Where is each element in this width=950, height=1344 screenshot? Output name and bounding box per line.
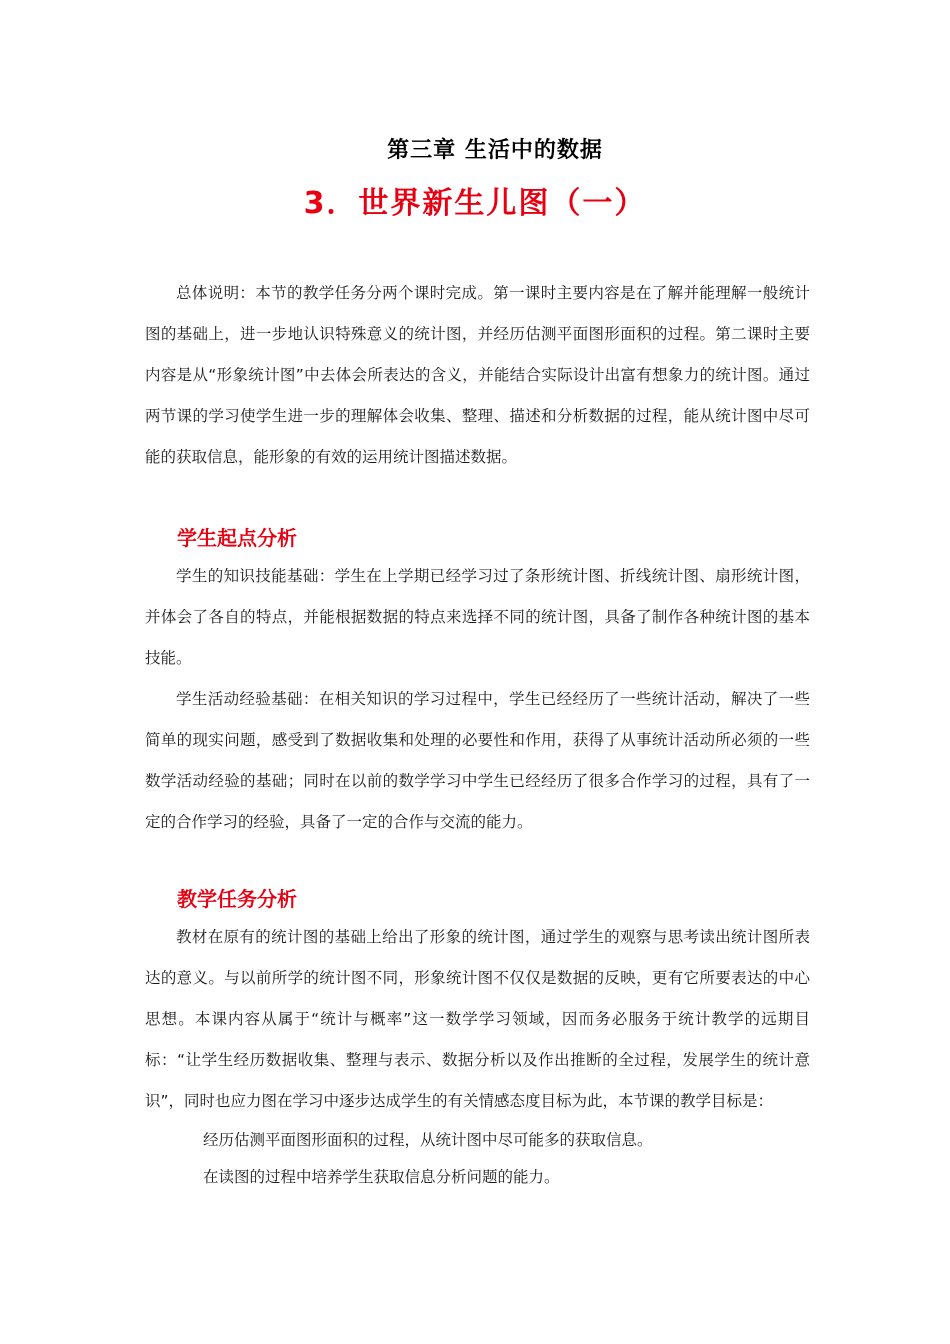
section-heading-student-analysis: 学生起点分析	[177, 526, 297, 550]
section-heading-task-analysis: 教学任务分析	[177, 887, 297, 911]
document-body	[145, 273, 810, 1196]
teaching-goal-item: 经历估测平面图形面积的过程，从统计图中尽可能多的获取信息。	[203, 1131, 653, 1149]
activity-experience-paragraph: 学生活动经验基础：在相关知识的学习过程中，学生已经经历了一些统计活动，解决了一些简单的现实问题，感受到了数据收集和处理的必要性和作用，获得了从事统计活动所必须的一些数学活动经验的基础；同时在以前的数学学习中学生已经经历了很多合作学习的过程，具有了一定的合作学习的经验，具备了一定的合作与交流的能力。	[145, 690, 810, 831]
task-analysis-paragraph: 教材在原有的统计图的基础上给出了形象的统计图，通过学生的观察与思考读出统计图所表达的意义。与以前所学的统计图不同，形象统计图不仅仅是数据的反映，更有它所要表达的中心思想。本课内容从属于“统计与概率”这一数学学习领域，因而务必服务于统计教学的远期目标：“让学生经历数据收集、整理与表示、数据分析以及作出推断的全过程，发展学生的统计意识”，同时也应力图在学习中逐步达成学生的有关情感态度目标为此，本节课的教学目标是：	[145, 928, 810, 1110]
overview-paragraph: 总体说明：本节的教学任务分两个课时完成。第一课时主要内容是在了解并能理解一般统计图的基础上，进一步地认识特殊意义的统计图，并经历估测平面图形面积的过程。第二课时主要内容是从“形象统计图”中去体会所表达的含义，并能结合实际设计出富有想象力的统计图。通过两节课的学习使学生进一步的理解体会收集、整理、描述和分析数据的过程，能从统计图中尽可能的获取信息，能形象的有效的运用统计图描述数据。	[145, 284, 810, 466]
knowledge-skill-paragraph: 学生的知识技能基础：学生在上学期已经学习过了条形统计图、折线统计图、扇形统计图，并体会了各自的特点，并能根据数据的特点来选择不同的统计图，具备了制作各种统计图的基本技能。	[145, 567, 810, 667]
chapter-title: 第三章 生活中的数据	[387, 138, 603, 163]
lesson-title: 3．世界新生儿图（一）	[303, 186, 647, 221]
teaching-goal-item: 在读图的过程中培养学生获取信息分析问题的能力。	[203, 1168, 560, 1186]
